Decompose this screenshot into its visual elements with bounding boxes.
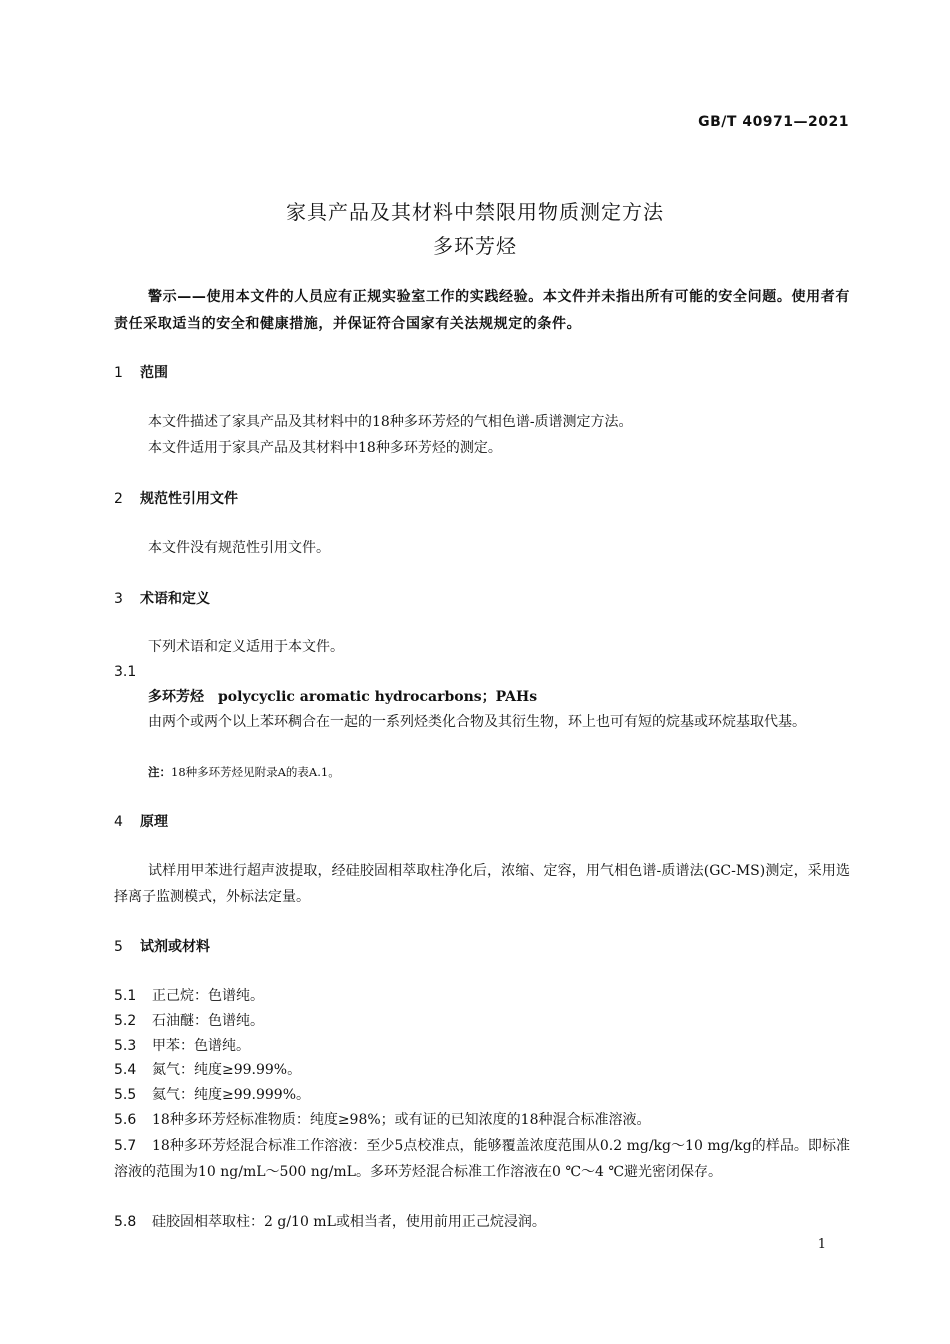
section-title: 术语和定义 xyxy=(140,591,210,607)
item-number: 5.8 xyxy=(114,1214,137,1230)
section-number: 3 xyxy=(114,591,123,607)
item-text: 正己烷：色谱纯。 xyxy=(152,988,264,1004)
section-number: 5 xyxy=(114,939,123,955)
item-text: 氮气：纯度≥99.99%。 xyxy=(152,1062,302,1078)
section-number: 4 xyxy=(114,814,123,830)
document-subtitle: 多环芳烃 xyxy=(433,234,517,258)
item-text: 石油醚：色谱纯。 xyxy=(152,1013,264,1029)
section-number: 2 xyxy=(114,491,123,507)
scope-paragraph-2: 本文件适用于家具产品及其材料中18种多环芳烃的测定。 xyxy=(148,440,502,456)
normative-references-paragraph: 本文件没有规范性引用文件。 xyxy=(148,540,330,556)
item-number: 5.3 xyxy=(114,1038,137,1054)
note-text: 18种多环芳烃见附录A的表A.1。 xyxy=(171,765,340,779)
list-item xyxy=(114,983,850,1009)
terms-intro-paragraph: 下列术语和定义适用于本文件。 xyxy=(148,639,344,655)
item-text: 硅胶固相萃取柱：2 g/10 mL或相当者，使用前用正己烷浸润。 xyxy=(152,1214,546,1230)
section-1-heading xyxy=(114,362,168,382)
section-title: 原理 xyxy=(140,814,168,830)
item-text: 氦气：纯度≥99.999%。 xyxy=(152,1087,311,1103)
term-note xyxy=(148,764,340,780)
term-chinese: 多环芳烃 xyxy=(148,689,204,705)
list-item xyxy=(114,1033,850,1059)
term-entry xyxy=(148,686,537,706)
list-item xyxy=(114,1057,850,1083)
item-number: 5.6 xyxy=(114,1112,137,1128)
list-item xyxy=(114,1209,850,1235)
item-text: 甲苯：色谱纯。 xyxy=(152,1038,250,1054)
section-title: 试剂或材料 xyxy=(140,939,210,955)
page-number: 1 xyxy=(817,1237,826,1252)
list-item xyxy=(114,1133,850,1185)
list-item xyxy=(114,1008,850,1034)
item-number: 5.1 xyxy=(114,988,137,1004)
item-number: 5.4 xyxy=(114,1062,137,1078)
scope-paragraph-1: 本文件描述了家具产品及其材料中的18种多环芳烃的气相色谱-质谱测定方法。 xyxy=(148,414,633,430)
warning-paragraph: 警示——使用本文件的人员应有正规实验室工作的实践经验。本文件并未指出所有可能的安全问题。使用者有责任采取适当的安全和健康措施，并保证符合国家有关法规规定的条件。 xyxy=(114,289,850,332)
list-item xyxy=(114,1107,850,1133)
principle-paragraph: 试样用甲苯进行超声波提取，经硅胶固相萃取柱净化后，浓缩、定容，用气相色谱-质谱法(GC-MS)测定，采用选择离子监测模式，外标法定量。 xyxy=(114,863,850,905)
item-number: 5.2 xyxy=(114,1013,137,1029)
section-title: 范围 xyxy=(140,365,168,381)
term-number: 3.1 xyxy=(114,664,137,680)
item-number: 5.7 xyxy=(114,1138,137,1154)
note-label: 注： xyxy=(148,765,171,779)
document-title: 家具产品及其材料中禁限用物质测定方法 xyxy=(286,200,664,224)
section-3-heading xyxy=(114,588,210,608)
item-number: 5.5 xyxy=(114,1087,137,1103)
section-number: 1 xyxy=(114,365,123,381)
list-item xyxy=(114,1082,850,1108)
section-2-heading xyxy=(114,488,238,508)
term-definition: 由两个或两个以上苯环稠合在一起的一系列烃类化合物及其衍生物，环上也可有短的烷基或环烷基取代基。 xyxy=(148,714,806,730)
section-5-heading xyxy=(114,936,210,956)
term-english: polycyclic aromatic hydrocarbons；PAHs xyxy=(218,689,538,705)
section-title: 规范性引用文件 xyxy=(140,491,238,507)
item-text: 18种多环芳烃标准物质：纯度≥98%；或有证的已知浓度的18种混合标准溶液。 xyxy=(152,1112,651,1128)
section-4-heading xyxy=(114,811,168,831)
item-text: 18种多环芳烃混合标准工作溶液：至少5点校准点，能够覆盖浓度范围从0.2 mg/kg～10 mg/kg的样品。即标准溶液的范围为10 ng/mL～500 ng/mL。多环芳烃混合标准工作溶液在0 ℃～4 ℃避光密闭保存。 xyxy=(114,1138,850,1180)
standard-code: GB/T 40971—2021 xyxy=(698,114,849,130)
